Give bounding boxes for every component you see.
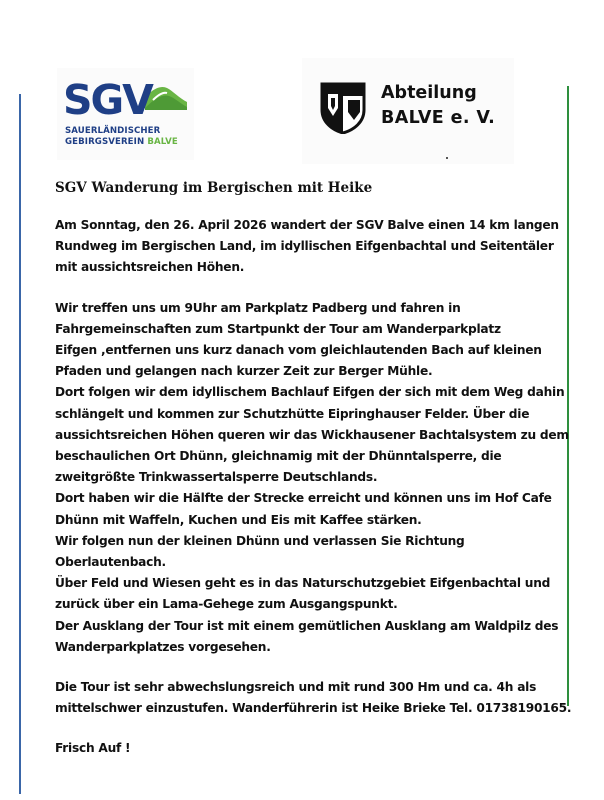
balve-logo-dot [446,157,448,159]
paragraph-summary [55,677,575,719]
body-line: mittelschwer einzustufen. Wanderführerin ist Heike Brieke Tel. 01738190165. [55,701,572,716]
body-line: beschaulichen Ort Dhünn, gleichnamig mit der Dhünntalsperre, die [55,449,502,464]
balve-logo-line2: BALVE e. V. [381,108,496,128]
page-title: SGV Wanderung im Bergischen mit Heike [55,180,373,196]
left-margin-rule [19,94,21,794]
coat-of-arms-icon [320,82,366,134]
body-line: Dort folgen wir dem idyllischem Bachlauf Eifgen der sich mit dem Weg dahin [55,385,565,400]
body-line: Eifgen ,entfernen uns kurz danach vom gleichlautenden Bach auf kleinen [55,343,542,358]
body-line: Wir folgen nun der kleinen Dhünn und verlassen Sie Richtung [55,533,465,548]
body-line: mit aussichtsreichen Höhen. [55,260,245,275]
balve-logo-line1: Abteilung [381,83,477,103]
body-line: Dort haben wir die Hälfte der Strecke erreicht und können uns im Hof Cafe [55,491,552,506]
sgv-subtitle-line2-main: GEBIRGSVEREIN [65,137,145,147]
body-line: Pfaden und gelangen nach kurzer Zeit zur Berger Mühle. [55,364,433,379]
body-line: Der Ausklang der Tour ist mit einem gemütlichen Ausklang am Waldpilz des [55,618,559,633]
body-line: Wir treffen uns um 9Uhr am Parkplatz Padberg und fahren in [55,300,461,315]
body-line: zweitgrößte Trinkwassertalsperre Deutschlands. [55,470,378,485]
paragraph-route [55,298,575,658]
paragraph-gap [55,658,575,677]
body-line: schlängelt und kommen zur Schutzhütte Eipringhauser Felder. Über die [55,406,530,421]
sgv-subtitle-line1: SAUERLÄNDISCHER [65,126,161,136]
paragraph-gap [55,279,575,298]
body-line: Die Tour ist sehr abwechslungsreich und mit rund 300 Hm und ca. 4h als [55,680,537,695]
paragraph-closing [55,738,575,759]
body-line: Wanderparkplatzes vorgesehen. [55,639,271,654]
body-line: Am Sonntag, den 26. April 2026 wandert der SGV Balve einen 14 km langen [55,218,559,232]
body-line: zurück über ein Lama-Gehege zum Ausgangspunkt. [55,597,398,612]
paragraph-gap [55,719,575,738]
body-line: Fahrgemeinschaften zum Startpunkt der Tour am Wanderparkplatz [55,321,501,336]
paragraph-intro [55,215,575,279]
body-line: Über Feld und Wiesen geht es in das Naturschutzgebiet Eifgenbachtal und [55,576,551,591]
body-line: Oberlautenbach. [55,555,166,570]
sgv-wordmark-icon [63,74,189,126]
body-line: Dhünn mit Waffeln, Kuchen und Eis mit Kaffee stärken. [55,512,422,527]
sgv-logo [57,68,194,160]
sgv-subtitle-line2-suffix: BALVE [147,137,178,147]
balve-logo [302,58,514,164]
closing-greeting: Frisch Auf ! [55,741,131,756]
sgv-mark-text: SGV [63,76,152,124]
body-line: aussichtsreichen Höhen queren wir das Wickhausener Bachtalsystem zu dem [55,427,569,442]
sgv-subtitle-line2 [65,137,178,148]
body-line: Rundweg im Bergischen Land, im idyllischen Eifgenbachtal und Seitentäler [55,239,554,254]
sgv-subtitle [65,126,178,148]
announcement-body [55,215,575,760]
